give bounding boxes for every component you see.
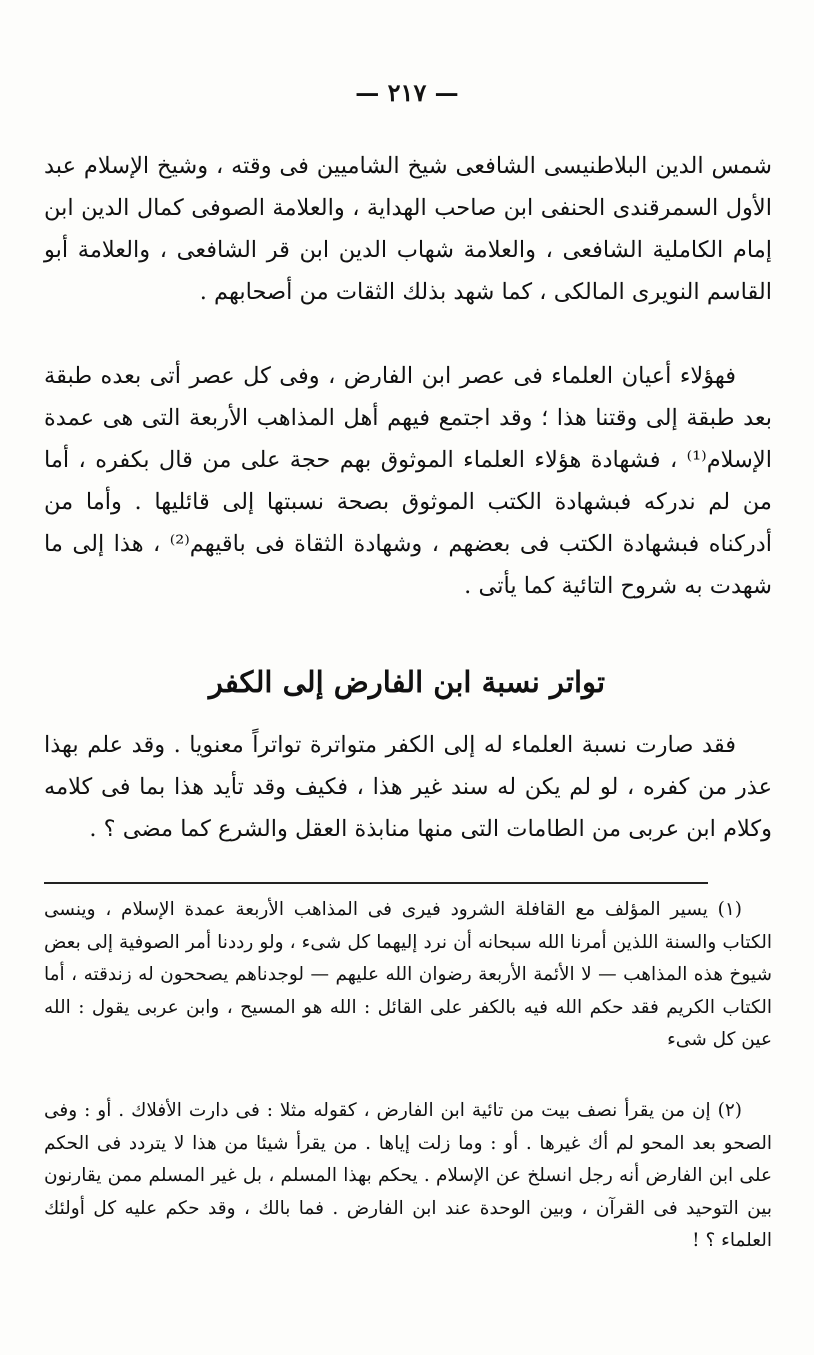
section-heading: تواتر نسبة ابن الفارض إلى الكفر (208, 665, 606, 699)
page-number: — ٢١٧ — (355, 78, 459, 107)
footnote-2: (٢) إن من يقرأ نصف بيت من تائية ابن الفارض ، كقوله مثلا : فى دارت الأفلاك . أو : وفى الصحو بعد المحو لم أك غيرها . أو : وما زلت إياها . من يقرأ شيئا من هذا لا يتردد فى الحكم على ابن الفارض أنه رجل انسلخ عن الإسلام . يحكم بهذا المسلم ، بل غير المسلم ممن يقارنون بين التوحيد فى القرآن ، وبين الوحدة عند ابن الفارض . فما بالك ، وقد حكم عليه كل أولئك العلماء ؟ ! (44, 1100, 772, 1251)
paragraph-tawatur: فقد صارت نسبة العلماء له إلى الكفر متواترة تواتراً معنويا . وقد علم بهذا عذر من كفره ، لو لم يكن له سند غير هذا ، فكيف وقد تأيد هذا بما فى كلامه وكلام ابن عربى من الطامات التى منها منابذة العقل والشرع كما مضى ؟ . (44, 732, 772, 842)
footnote-divider (44, 882, 708, 884)
paragraph-scholars-testimony: فهؤلاء أعيان العلماء فى عصر ابن الفارض ، وفى كل عصر أتى بعده طبقة بعد طبقة إلى وقتنا هذا ؛ وقد اجتمع فيهم أهل المذاهب الأربعة التى هى عمدة الإسلام⁽¹⁾ ، فشهادة هؤلاء العلماء الموثوق بهم حجة على من قال بكفره ، أما من لم ندركه فبشهادة الكتب الموثوق بصحة نسبتها إلى قائليها . وأما من أدركناه فبشهادة الكتب فى بعضهم ، وشهادة الثقاة فى باقيهم⁽²⁾ ، هذا إلى ما شهدت به شروح التائية كما يأتى . (44, 363, 772, 599)
paragraph-continued: شمس الدين البلاطنيسى الشافعى شيخ الشاميين فى وقته ، وشيخ الإسلام عبد الأول السمرقندى الحنفى ابن صاحب الهداية ، والعلامة الصوفى كمال الدين ابن إمام الكاملية الشافعى ، والعلامة شهاب الدين ابن قر الشافعى ، والعلامة أبو القاسم النويرى المالكى ، كما شهد بذلك الثقات من أصحابهم . (44, 153, 772, 305)
footnote-1: (١) يسير المؤلف مع القافلة الشرود فيرى فى المذاهب الأربعة عمدة الإسلام ، وينسى الكتاب والسنة اللذين أمرنا الله سبحانه أن نرد إليهما كل شىء ، ولو رددنا أمر الصوفية إلى بعض شيوخ هذه المذاهب — لا الأئمة الأربعة رضوان الله عليهم — لوجدناهم يصححون له زندقته ، أما الكتاب الكريم فقد حكم الله فيه بالكفر على القائل : الله هو المسيح ، وابن عربى يقول : الله عين كل شىء (44, 899, 772, 1050)
